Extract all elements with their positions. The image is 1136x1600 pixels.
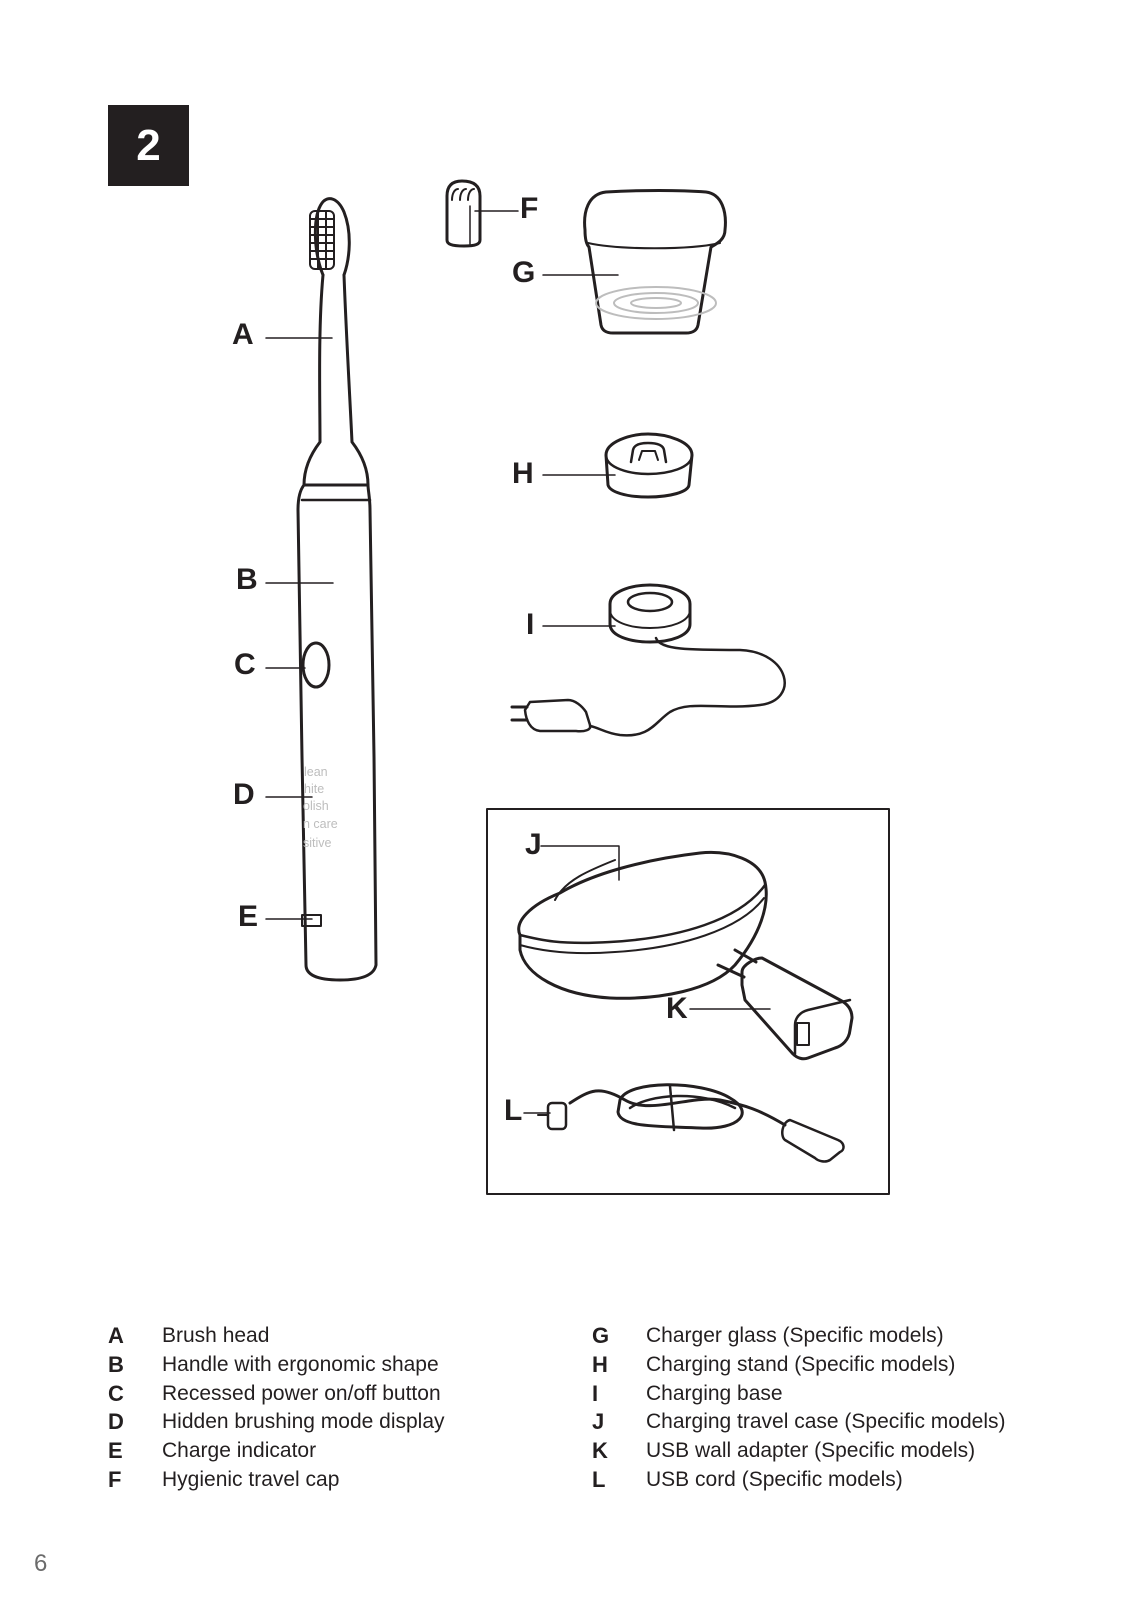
leader-lines [266,211,770,1113]
legend-left [108,1322,445,1495]
legend-right [592,1322,1005,1495]
legend-letter: E [108,1438,123,1464]
power-button-icon [303,643,329,687]
legend-text: Hidden brushing mode display [162,1410,445,1434]
callout-j: J [525,828,542,861]
callout-c: C [234,648,256,681]
legend-letter: C [108,1380,124,1406]
charging-stand-illustration [606,434,692,497]
legend-item [108,1466,445,1495]
legend-letter: H [592,1351,608,1377]
legend-text: Charging base [646,1381,783,1405]
callout-l: L [504,1094,523,1127]
travel-cap-illustration [447,181,480,246]
legend-item [592,1351,1005,1380]
charging-base-illustration [512,585,785,735]
legend-item [108,1408,445,1437]
callout-h: H [512,457,534,490]
toothbrush-illustration [298,199,376,980]
mode-text: olish [303,799,329,813]
bristles-icon [310,211,334,269]
legend-letter: K [592,1438,608,1464]
legend-letter: L [592,1466,606,1492]
legend-letter: I [592,1380,599,1406]
callout-g: G [512,256,536,289]
callout-i: I [526,608,535,641]
legend-text: Charge indicator [162,1439,317,1463]
travel-case-illustration [519,852,766,998]
plug-icon [525,700,590,731]
legend-item [108,1380,445,1409]
legend-item [108,1322,445,1351]
legend-item [592,1466,1005,1495]
callout-e: E [238,900,259,933]
legend-text: Brush head [162,1324,270,1347]
legend-text: Charging travel case (Specific models) [646,1410,1006,1434]
legend-letter: F [108,1466,122,1492]
charger-glass-illustration [585,191,726,334]
legend-text: USB wall adapter (Specific models) [646,1439,976,1463]
callout-k: K [666,992,688,1025]
legend-item [108,1437,445,1466]
legend-text: Charger glass (Specific models) [646,1324,944,1347]
legend-text: Handle with ergonomic shape [162,1352,439,1376]
legend-text: Recessed power on/off button [162,1381,441,1405]
legend-item [592,1380,1005,1409]
mode-text: sitive [303,836,332,850]
callout-f: F [520,192,539,225]
legend-text: Hygienic travel cap [162,1467,340,1491]
mode-text: n care [303,817,338,831]
legend-letter: B [108,1351,124,1377]
section-badge: 2 [108,105,189,186]
legend-item [592,1322,1005,1351]
mode-text: lean [304,765,328,779]
legend-text: Charging stand (Specific models) [646,1352,956,1376]
legend-item [592,1437,1005,1466]
page-number: 6 [34,1550,48,1577]
legend-item [108,1351,445,1380]
legend-letter: G [592,1323,610,1348]
legend-letter: J [592,1409,605,1435]
usb-cord-illustration [538,1085,844,1162]
brushing-mode-display [303,765,338,850]
legend-letter: A [108,1323,124,1348]
callout-d: D [233,778,255,811]
callout-a: A [232,318,254,351]
legend-letter: D [108,1409,124,1435]
usb-wall-adapter-illustration [718,950,852,1059]
legend-item [592,1408,1005,1437]
legend-text: USB cord (Specific models) [646,1467,903,1491]
callout-b: B [236,563,258,596]
mode-text: hite [304,782,325,796]
